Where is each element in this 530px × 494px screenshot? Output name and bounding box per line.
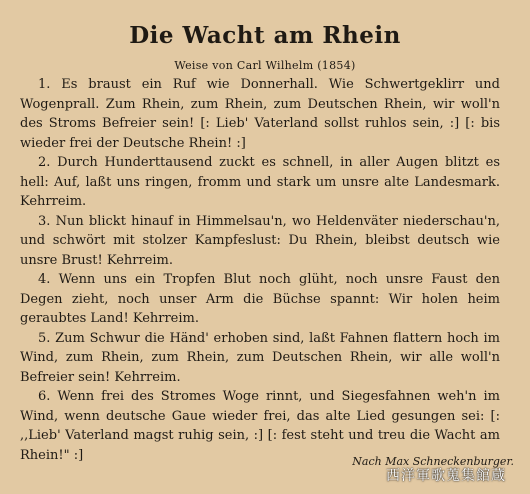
verse-5: 5. Zum Schwur die Händ' erhoben sind, laßt Fahnen flattern hoch im Wind, zum Rhein, zum Rhein, zum Deutschen Rhein, wir alle woll'n Befreier sein! Kehrreim. (20, 330, 500, 385)
verse-3: 3. Nun blickt hinauf in Himmelsau'n, wo Heldenväter niederschau'n, und schwört mit stolzer Kampfeslust: Du Rhein, bleibst deutsch wie unsre Brust! Kehrreim. (20, 213, 500, 268)
verse-1: 1. Es braust ein Ruf wie Donnerhall. Wie Schwertgeklirr und Wogenprall. Zum Rhein, zum Rhein, zum Deutschen Rhein, wir woll'n des Stroms Befreier sein! [: Lieb' Vaterland sollst ruhlos sein, :] [: bis wieder frei der Deutsche Rhein! :] (20, 77, 500, 151)
verse-4: 4. Wenn uns ein Tropfen Blut noch glüht, noch unsre Faust den Degen zieht, noch unser Arm die Büchse spannt: Wir holen heim geraubtes Land! Kehrreim. (20, 272, 500, 326)
verse-6: 6. Wenn frei des Stromes Woge rinnt, und Siegesfahnen weh'n im Wind, wenn deutsche Gaue wieder frei, das alte Lied gesungen sei: [: ,,Lieb' Vaterland magst ruhig sein, :] [: fest steht und treu die Wacht am Rhein!" :] (20, 389, 500, 463)
collection-watermark: 西洋軍歌蒐集館蔵 (386, 468, 506, 484)
verse-2: 2. Durch Hunderttausend zuckt es schnell, in aller Augen blitzt es hell: Auf, laßt uns ringen, fromm und stark um unsre alte Landesmark. Kehrreim. (20, 155, 500, 209)
document-title: Die Wacht am Rhein (129, 22, 401, 49)
author-attribution: Nach Max Schneckenburger. (352, 455, 514, 468)
verse-list (20, 75, 500, 465)
document-subtitle: Weise von Carl Wilhelm (1854) (174, 59, 356, 72)
